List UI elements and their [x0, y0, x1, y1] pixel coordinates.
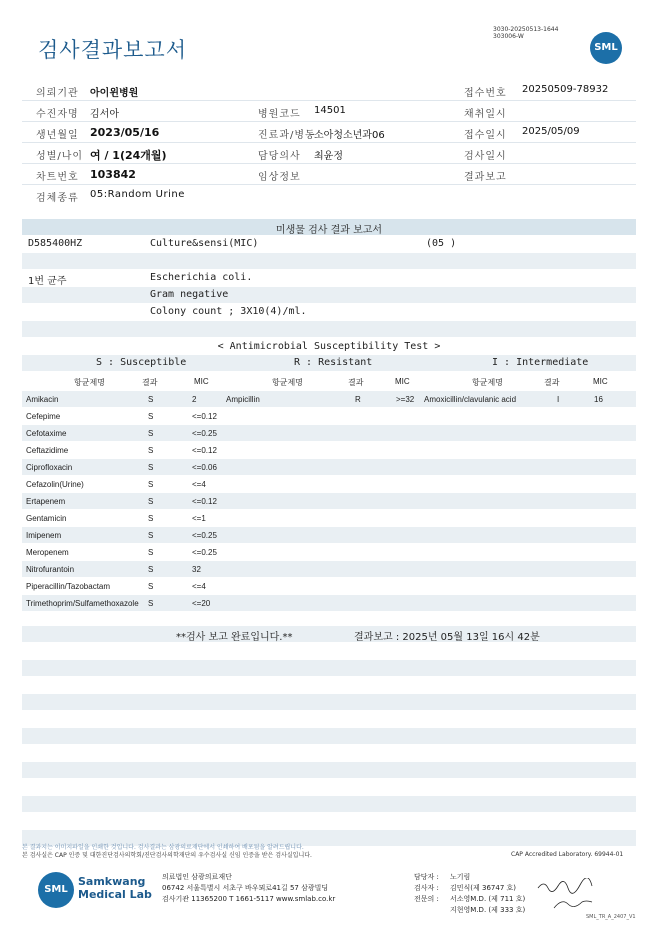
staff2-value: 김민식(제 36747 호) [450, 884, 516, 892]
ast-title-row [22, 338, 636, 354]
result-value: S [148, 480, 154, 489]
gram-value: Gram negative [150, 289, 229, 300]
top-code-2: 303006-W [493, 33, 524, 40]
cap-accreditation: CAP Accredited Laboratory. 69944-01 [511, 851, 624, 858]
table-row [22, 510, 636, 526]
drug-name: Ertapenem [26, 497, 66, 506]
result-value: S [148, 497, 154, 506]
col-result-3: 결과 [544, 378, 560, 387]
mic-value: <=0.06 [192, 463, 217, 472]
micro-section-title: 미생물 검사 결과 보고서 [275, 225, 383, 236]
birth-label: 생년월일 [36, 130, 79, 141]
colony-value: Colony count ; 3X10(4)/ml. [150, 306, 307, 317]
mic-value: <=1 [192, 514, 206, 523]
col-drug-2: 항균제명 [272, 378, 303, 387]
col-mic-1: MIC [194, 377, 209, 386]
completion-row [22, 626, 636, 642]
sex-age-label: 성별/나이 [36, 151, 84, 162]
hospital-code-value: 14501 [314, 105, 346, 116]
gram-row [22, 287, 636, 303]
empty-band [22, 796, 636, 812]
result-value: S [148, 412, 154, 421]
doctor-value: 최윤정 [314, 151, 343, 162]
footer-sml-logo: SML [38, 872, 74, 908]
mic-value: <=0.25 [192, 548, 217, 557]
table-row [22, 527, 636, 543]
staff1-label: 담당자 : [414, 873, 439, 881]
result-value: S [148, 395, 154, 404]
table-row [22, 544, 636, 560]
patient-label: 수진자명 [36, 109, 79, 120]
drug-name: Cefotaxime [26, 429, 67, 438]
test-date-label: 검사일시 [464, 151, 507, 162]
table-row [22, 391, 636, 407]
report-label: 결과보고 [464, 172, 507, 183]
drug-name: Gentamicin [26, 514, 67, 523]
mic-value: <=4 [192, 480, 206, 489]
organism-label: 1번 균주 [28, 276, 67, 287]
mic-value: <=4 [192, 582, 206, 591]
drug-name: Ceftazidime [26, 446, 69, 455]
table-row [22, 442, 636, 458]
legend-susceptible: S : Susceptible [96, 357, 187, 368]
institution-value: 아이윈병원 [90, 88, 139, 99]
sex-age-value: 여 / 1(24개월) [90, 149, 167, 162]
staff4-value: 지현영M.D. (제 333 호) [450, 906, 526, 914]
mic-value: 32 [192, 565, 201, 574]
table-row [22, 459, 636, 475]
colony-row [22, 304, 636, 320]
top-code-1: 3030-20250513-1644 [493, 26, 559, 33]
mic-value: <=0.25 [192, 429, 217, 438]
result-value: S [148, 446, 154, 455]
result-value: R [355, 395, 361, 404]
brand-name-2: Medical Lab [78, 888, 152, 901]
result-value: S [148, 531, 154, 540]
institution-label: 의뢰기관 [36, 88, 79, 99]
result-value: S [148, 429, 154, 438]
form-code: SML_TR_A_2407_V1 [586, 914, 636, 920]
test-name: Culture&sensi(MIC) [150, 238, 259, 249]
header-row-2 [22, 100, 636, 122]
spacer-band-2 [22, 321, 636, 337]
result-value: S [148, 599, 154, 608]
dept-value: 소아청소년과06 [314, 130, 385, 141]
mic-value: <=20 [192, 599, 211, 608]
table-row [22, 425, 636, 441]
sml-logo: SML [590, 32, 622, 64]
staff1-value: 노기림 [450, 873, 471, 881]
col-result-1: 결과 [142, 378, 158, 387]
result-value: S [148, 548, 154, 557]
col-result-2: 결과 [348, 378, 364, 387]
footer-note-2: 본 검사실은 CAP 인증 및 대한진단검사의학회/진단검사의학재단의 우수검사실 신임 인증을 받은 검사실입니다. [22, 852, 312, 859]
table-row [22, 595, 636, 611]
spacer-band [22, 253, 636, 269]
staff3-label: 전문의 : [414, 895, 439, 903]
completion-message: **검사 보고 완료입니다.** [176, 632, 293, 643]
empty-band [22, 660, 636, 676]
legend-resistant: R : Resistant [294, 357, 373, 368]
mic-value: >=32 [396, 395, 415, 404]
col-drug-3: 항균제명 [472, 378, 503, 387]
page-title: 검사결과보고서 [38, 38, 188, 62]
receipt-no-value: 20250509-78932 [522, 84, 609, 95]
drug-name: Meropenem [26, 548, 69, 557]
drug-name: Ciprofloxacin [26, 463, 73, 472]
table-row [22, 476, 636, 492]
legend-intermediate: I : Intermediate [492, 357, 589, 368]
birth-value: 2023/05/16 [90, 126, 160, 139]
footer-address: 06742 서울특별시 서초구 바우뫼로41길 57 삼광빌딩 [162, 884, 329, 892]
col-drug-1: 항균제명 [74, 378, 105, 387]
drug-name: Trimethoprim/Sulfamethoxazole [26, 599, 139, 608]
table-row [22, 578, 636, 594]
chart-label: 차트번호 [36, 172, 79, 183]
receipt-date-value: 2025/05/09 [522, 126, 580, 137]
empty-band [22, 728, 636, 744]
drug-name: Cefazolin(Urine) [26, 480, 84, 489]
clinical-label: 임상정보 [258, 172, 301, 183]
drug-name: Amoxicillin/clavulanic acid [424, 395, 517, 404]
result-value: I [557, 395, 560, 404]
header-row-1 [22, 79, 636, 101]
hospital-code-label: 병원코드 [258, 109, 301, 120]
footer-note-1: 본 결과지는 이미지파일을 인쇄한 것입니다. 검사결과는 삼광의료재단에서 인쇄하여 배포됨을 알려드립니다. [22, 844, 304, 851]
organism-row [22, 270, 636, 286]
result-value: S [148, 582, 154, 591]
empty-band [22, 762, 636, 778]
mic-value: 2 [192, 395, 197, 404]
drug-name: Amikacin [26, 395, 59, 404]
footer-contact: 검사기관 11365200 T 1661-5117 www.smlab.co.kr [162, 895, 336, 903]
table-row [22, 561, 636, 577]
dept-label: 진료과/병동 [258, 130, 316, 141]
result-value: S [148, 565, 154, 574]
header-row-3 [22, 121, 636, 143]
ast-title: < Antimicrobial Susceptibility Test > [217, 341, 441, 352]
brand-name-1: Samkwang [78, 875, 146, 888]
test-num: (05 ) [426, 238, 457, 249]
ast-column-headers [22, 373, 636, 389]
organism-name: Escherichia coli. [150, 272, 253, 283]
chart-value: 103842 [90, 168, 136, 181]
header-row-5 [22, 163, 636, 185]
drug-name: Imipenem [26, 531, 62, 540]
drug-name: Piperacillin/Tazobactam [26, 582, 111, 591]
micro-section-header [22, 219, 636, 235]
footer-org: 의료법인 삼광의료재단 [162, 873, 232, 881]
receipt-date-label: 접수일시 [464, 130, 507, 141]
col-mic-3: MIC [593, 377, 608, 386]
test-code: D585400HZ [28, 238, 83, 249]
test-row [22, 236, 636, 252]
result-value: S [148, 514, 154, 523]
legend-row [22, 355, 636, 371]
drug-name: Nitrofurantoin [26, 565, 75, 574]
report-time: 결과보고 : 2025년 05월 13일 16시 42분 [354, 632, 540, 643]
patient-value: 김서아 [90, 109, 119, 120]
col-mic-2: MIC [395, 377, 410, 386]
signature-image [536, 878, 596, 912]
drug-name: Cefepime [26, 412, 61, 421]
empty-band [22, 694, 636, 710]
staff2-label: 검사자 : [414, 884, 439, 892]
mic-value: <=0.12 [192, 497, 217, 506]
mic-value: 16 [594, 395, 603, 404]
specimen-value: 05:Random Urine [90, 189, 185, 200]
receipt-no-label: 접수번호 [464, 88, 507, 99]
mic-value: <=0.12 [192, 412, 217, 421]
collect-date-label: 채취일시 [464, 109, 507, 120]
mic-value: <=0.12 [192, 446, 217, 455]
table-row [22, 408, 636, 424]
header-row-4 [22, 142, 636, 164]
specimen-label: 검체종류 [36, 193, 79, 204]
staff3-value: 서소영M.D. (제 711 호) [450, 895, 526, 903]
result-value: S [148, 463, 154, 472]
doctor-label: 담당의사 [258, 151, 301, 162]
header-row-6 [22, 184, 636, 205]
drug-name: Ampicillin [226, 395, 260, 404]
table-row [22, 493, 636, 509]
mic-value: <=0.25 [192, 531, 217, 540]
